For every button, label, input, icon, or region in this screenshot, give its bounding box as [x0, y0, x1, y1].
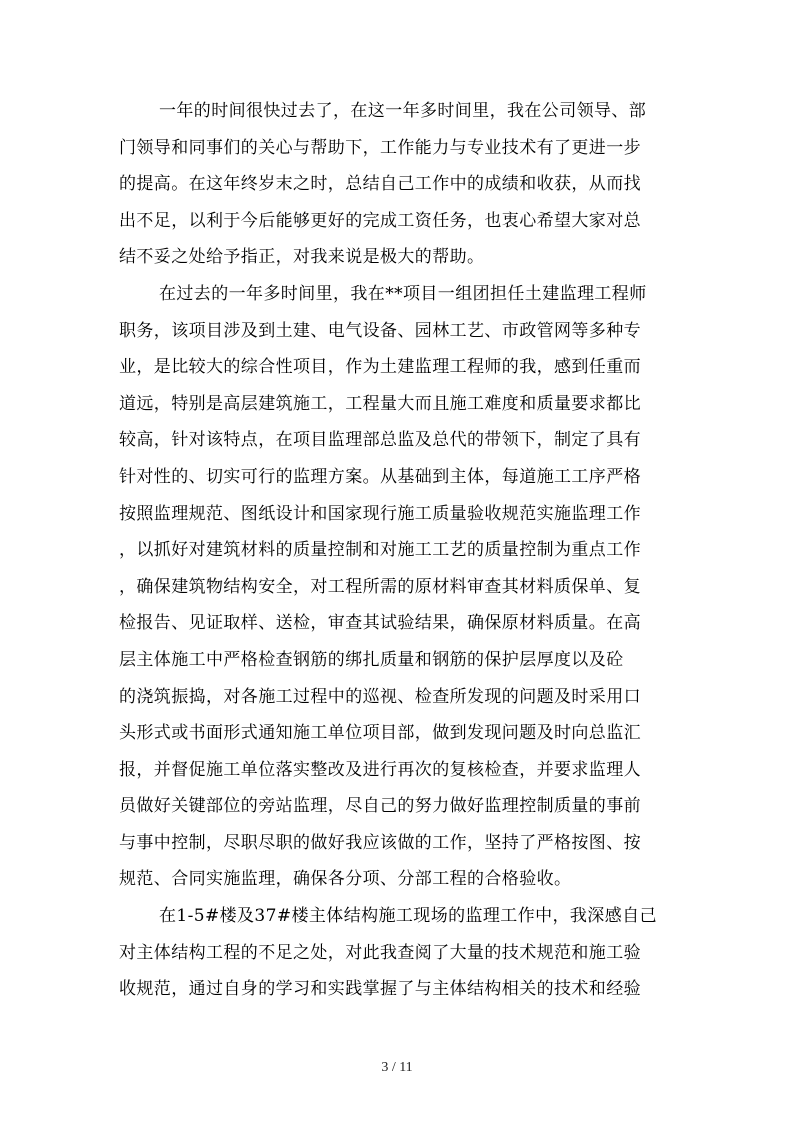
text-line: 员做好关键部位的旁站监理，尽自己的努力做好监理控制质量的事前 [119, 796, 641, 817]
text-line: 针对性的、切实可行的监理方案。从基础到主体，每道施工工序严格 [119, 466, 641, 487]
text-line: 的浇筑振捣，对各施工过程中的巡视、检查所发现的问题及时采用口 [119, 686, 641, 707]
text-line: 职务，该项目涉及到土建、电气设备、园林工艺、市政管网等多种专 [119, 320, 641, 341]
text-line: 道远，特别是高层建筑施工，工程量大而且施工难度和质量要求都比 [119, 393, 641, 414]
text-line: ，确保建筑物结构安全，对工程所需的原材料审查其材料质保单、复 [119, 576, 641, 597]
text-line: 结不妥之处给予指正，对我来说是极大的帮助。 [119, 247, 485, 268]
text-line: 报，并督促施工单位落实整改及进行再次的复核检查，并要求监理人 [119, 759, 641, 780]
text-line: 层主体施工中严格检查钢筋的绑扎质量和钢筋的保护层厚度以及砼 [119, 649, 624, 670]
text-line: 规范、合同实施监理，确保各分项、分部工程的合格验收。 [119, 869, 572, 890]
text-line: 一年的时间很快过去了，在这一年多时间里，我在公司领导、部 [159, 101, 647, 121]
text-line: 业，是比较大的综合性项目，作为土建监理工程师的我，感到任重而 [119, 357, 641, 378]
text-line: 的提高。在这年终岁末之时，总结自己工作中的成绩和收获，从而找 [119, 174, 641, 195]
page-number: 3 / 11 [381, 1060, 413, 1075]
text-line: 出不足，以利于今后能够更好的完成工资任务，也衷心希望大家对总 [119, 210, 641, 231]
document-body [119, 93, 675, 1008]
text-line: 检报告、见证取样、送检，审查其试验结果，确保原材料质量。在高 [119, 613, 641, 634]
text-line: 与事中控制，尽职尽职的做好我应该做的工作，坚持了严格按图、按 [119, 832, 641, 853]
text-line: ，以抓好对建筑材料的质量控制和对施工工艺的质量控制为重点工作 [119, 540, 641, 561]
text-line: 在1-5#楼及37#楼主体结构施工现场的监理工作中，我深感自己 [159, 906, 657, 927]
text-line: 头形式或书面形式通知施工单位项目部，做到发现问题及时向总监汇 [119, 723, 641, 744]
text-line: 对主体结构工程的不足之处，对此我查阅了大量的技术规范和施工验 [119, 942, 641, 963]
text-line: 门领导和同事们的关心与帮助下，工作能力与专业技术有了更进一步 [119, 137, 641, 158]
text-line: 收规范，通过自身的学习和实践掌握了与主体结构相关的技术和经验 [119, 979, 641, 1000]
text-line: 按照监理规范、图纸设计和国家现行施工质量验收规范实施监理工作 [119, 503, 641, 524]
text-line: 较高，针对该特点，在项目监理部总监及总代的带领下，制定了具有 [119, 430, 641, 451]
text-line: 在过去的一年多时间里，我在**项目一组团担任土建监理工程师 [159, 283, 647, 304]
